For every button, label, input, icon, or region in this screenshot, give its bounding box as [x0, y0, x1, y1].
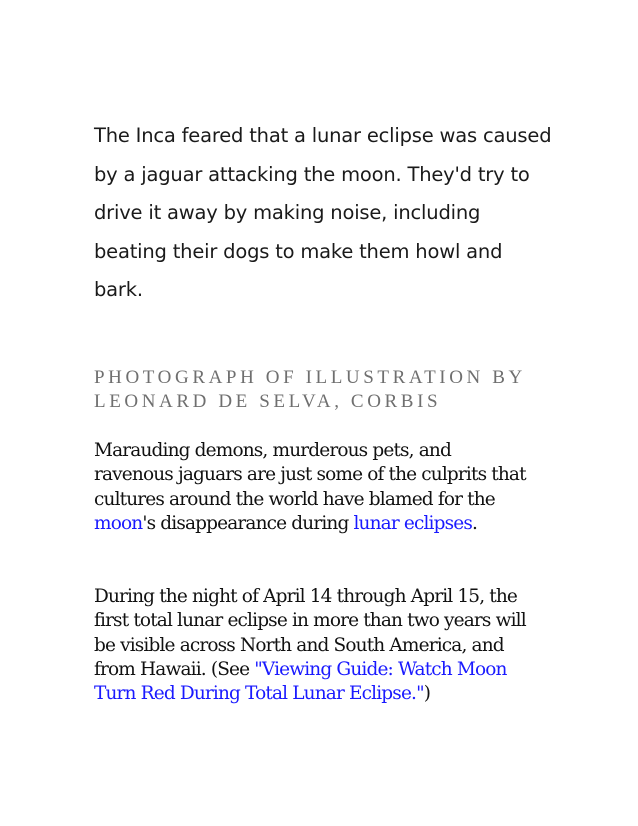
photo-credit — [94, 366, 564, 414]
lunar-eclipses-link[interactable]: lunar eclipses — [353, 512, 473, 534]
article-paragraph-2 — [94, 585, 534, 706]
article-paragraph-1 — [94, 439, 534, 536]
viewing-guide-link[interactable]: "Viewing Guide: Watch Moon Turn Red During Total Lunar Eclipse." — [94, 658, 507, 705]
paragraph-2-text-end: ) — [423, 683, 431, 705]
paragraph-1-text-start: Marauding demons, murderous pets, and ravenous jaguars are just some of the culprits that cultures around the world have blamed for the — [94, 440, 526, 510]
caption-text: The Inca feared that a lunar eclipse was caused by a jaguar attacking the moon. They'd try to drive it away by making noise, including beating their dogs to make them howl and bark. — [94, 124, 552, 301]
moon-link[interactable]: moon — [94, 512, 143, 534]
paragraph-2-text-start: During the night of April 14 through April 15, the first total lunar eclipse in more than two years will be visible across North and South America, and from Hawaii. (See — [94, 586, 526, 680]
photo-caption — [94, 117, 554, 310]
paragraph-1-text-middle: 's disappearance during — [142, 512, 354, 534]
paragraph-1-text-end: . — [472, 512, 478, 534]
credit-text: PHOTOGRAPH OF ILLUSTRATION BY LEONARD DE SELVA, CORBIS — [94, 367, 526, 412]
